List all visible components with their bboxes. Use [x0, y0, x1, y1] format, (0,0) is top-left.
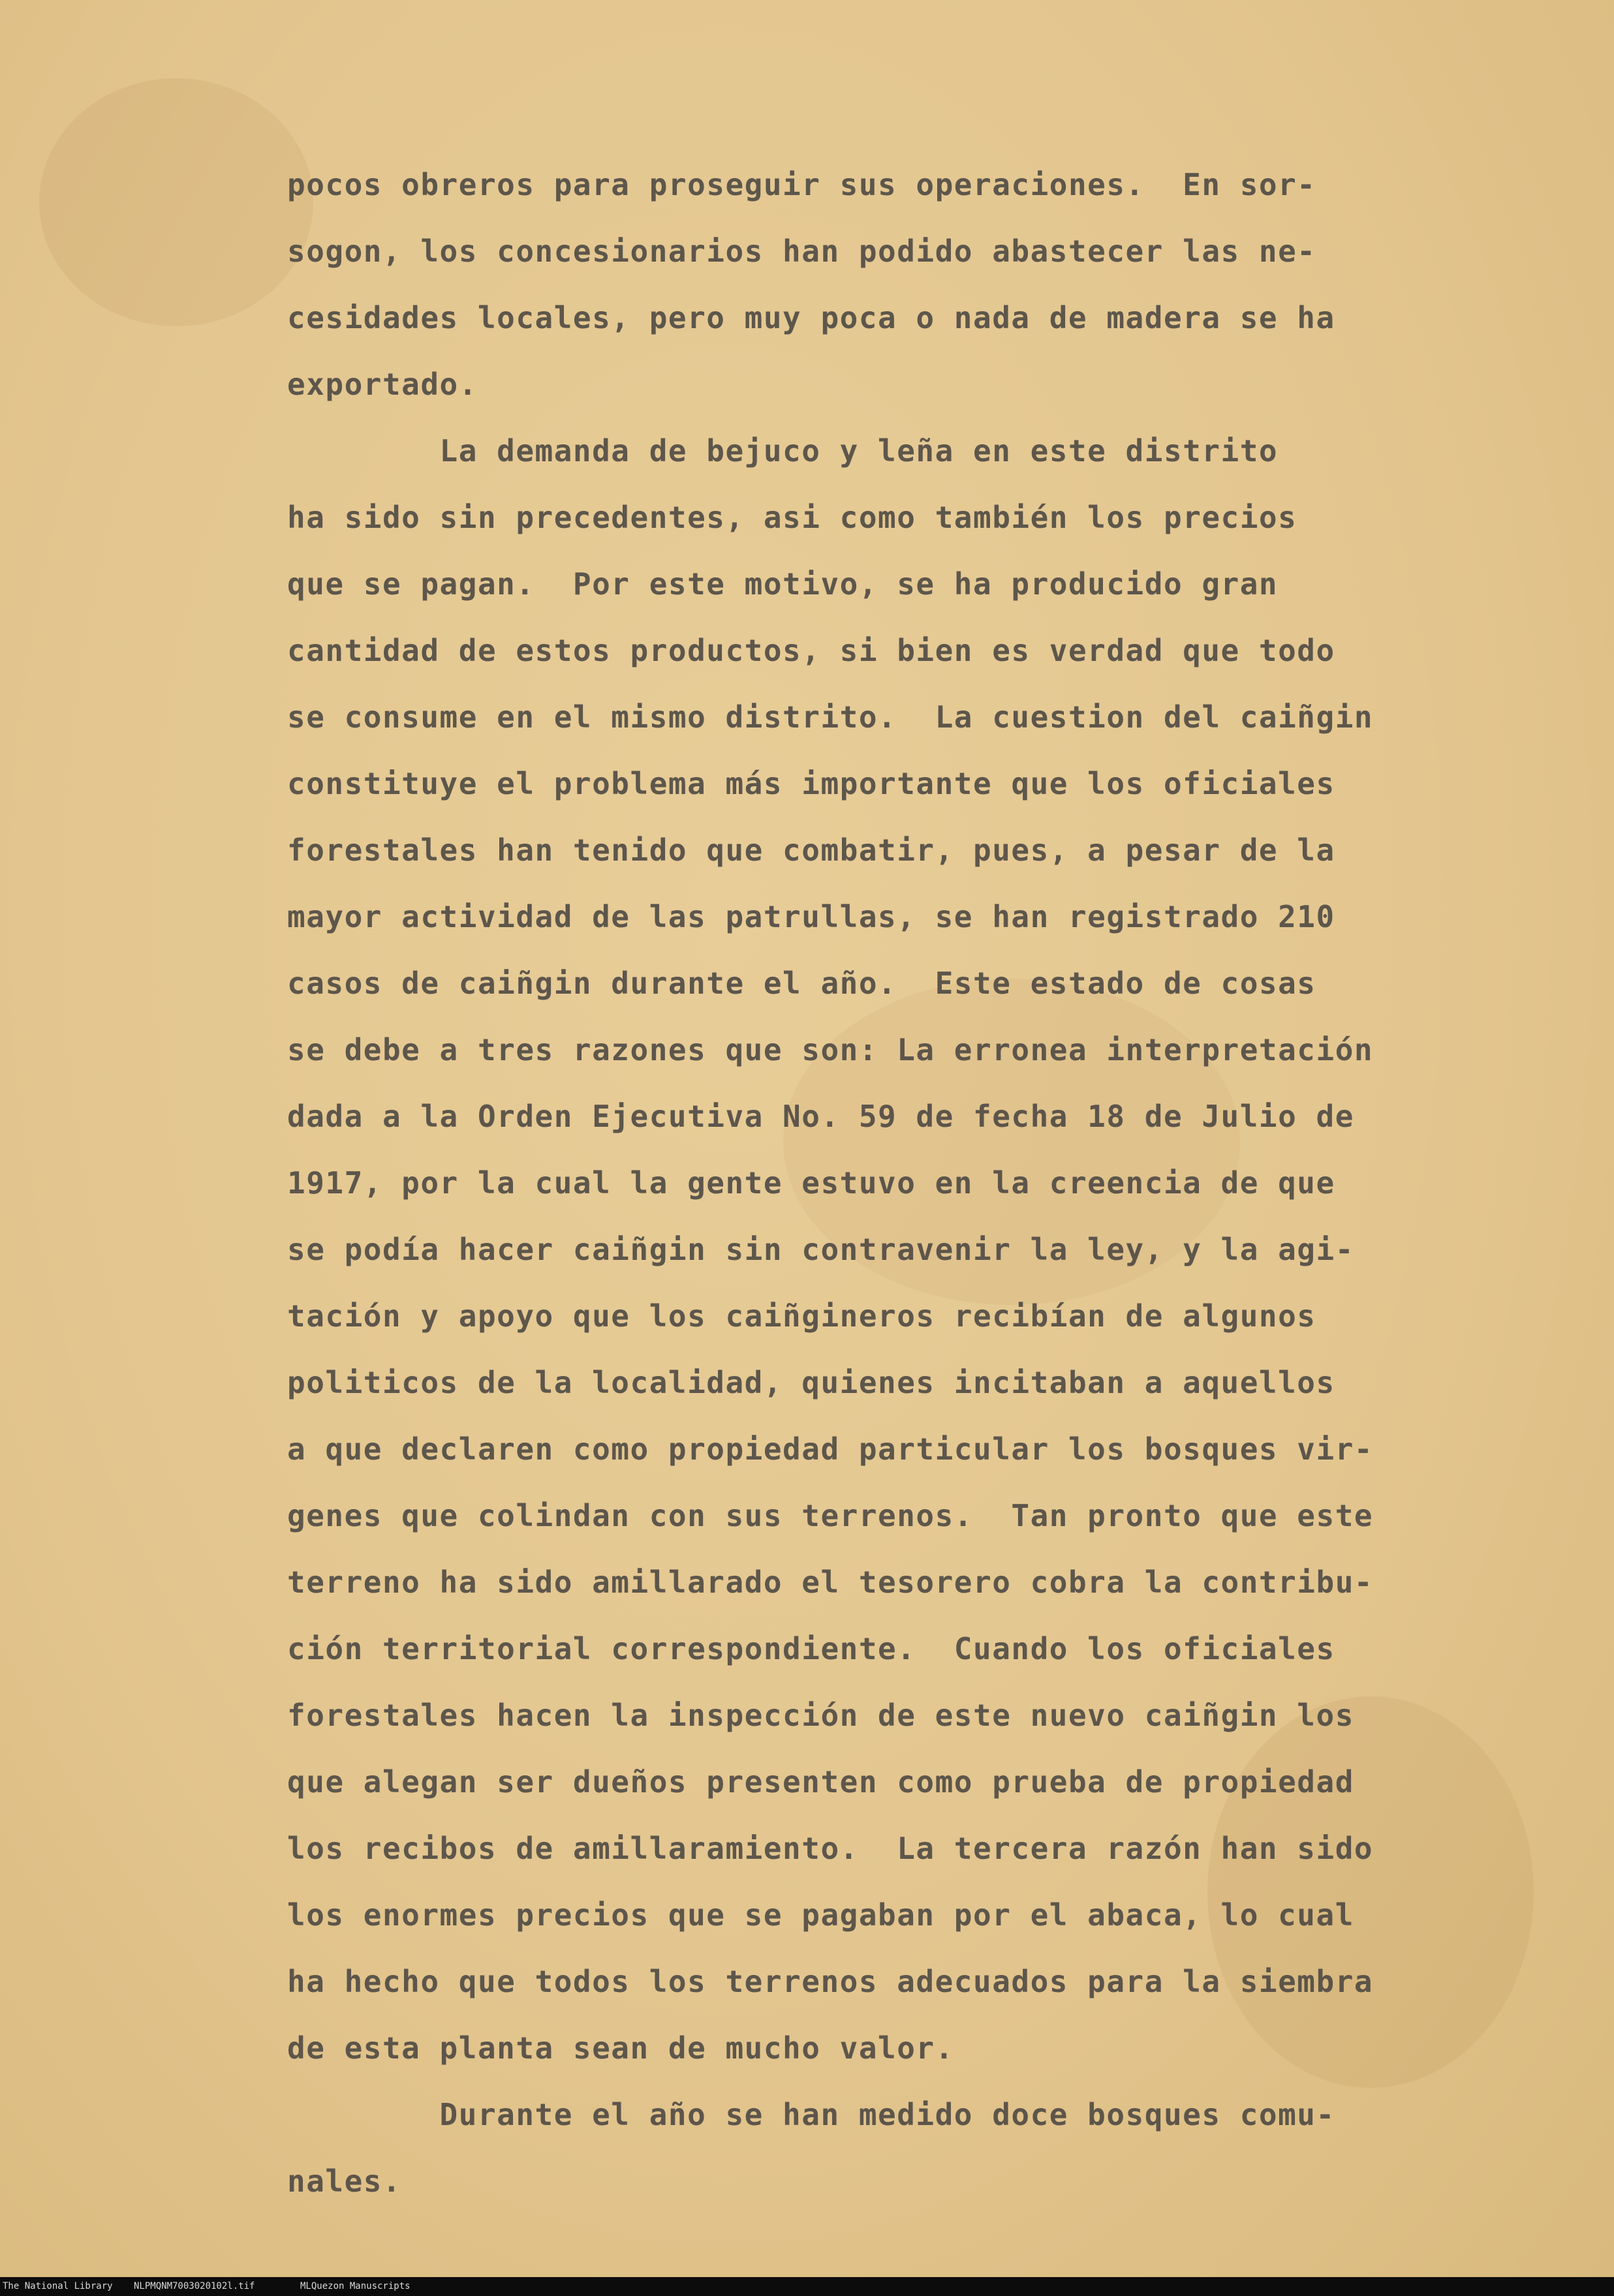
collection-label: MLQuezon Manuscripts — [300, 2281, 411, 2291]
text-line: dada a la Orden Ejecutiva No. 59 de fecha 18 de Julio de — [287, 1099, 1354, 1134]
text-line: tación y apoyo que los caiñgineros recibían de algunos — [287, 1298, 1316, 1334]
text-line: que alegan ser dueños presenten como prueba de propiedad — [287, 1764, 1354, 1799]
text-line: genes que colindan con sus terrenos. Tan pronto que este — [287, 1498, 1374, 1533]
text-line: se consume en el mismo distrito. La cuestion del caiñgin — [287, 699, 1374, 735]
file-name-label: NLPMQNM7003020102l.tif — [134, 2281, 255, 2291]
text-line: cesidades locales, pero muy poca o nada de madera se ha — [287, 300, 1335, 335]
text-line: los recibos de amillaramiento. La tercera razón han sido — [287, 1831, 1374, 1866]
text-line: politicos de la localidad, quienes incitaban a aquellos — [287, 1365, 1335, 1400]
text-line: casos de caiñgin durante el año. Este estado de cosas — [287, 966, 1316, 1001]
text-line: forestales hacen la inspección de este nuevo caiñgin los — [287, 1698, 1354, 1733]
text-line: a que declaren como propiedad particular los bosques vir- — [287, 1431, 1374, 1467]
text-line: de esta planta sean de mucho valor. — [287, 2030, 954, 2066]
text-line: terreno ha sido amillarado el tesorero cobra la contribu- — [287, 1565, 1374, 1600]
text-line: exportado. — [287, 367, 478, 402]
text-line: se debe a tres razones que son: La erronea interpretación — [287, 1032, 1374, 1067]
text-line: ha sido sin precedentes, asi como también los precios — [287, 500, 1297, 535]
text-line: nales. — [287, 2164, 402, 2199]
text-line: 1917, por la cual la gente estuvo en la creencia de que — [287, 1165, 1335, 1201]
library-label: The National Library — [3, 2281, 113, 2291]
paper-stain — [39, 78, 313, 326]
text-line: cantidad de estos productos, si bien es verdad que todo — [287, 633, 1335, 668]
text-line: Durante el año se han medido doce bosques comu- — [287, 2097, 1335, 2132]
text-line: constituye el problema más importante que los oficiales — [287, 766, 1335, 801]
text-line: forestales han tenido que combatir, pues, a pesar de la — [287, 833, 1335, 868]
text-line: ha hecho que todos los terrenos adecuados para la siembra — [287, 1964, 1374, 1999]
scan-footer-bar — [0, 2277, 1614, 2296]
text-line: mayor actividad de las patrullas, se han registrado 210 — [287, 899, 1335, 934]
text-line: pocos obreros para proseguir sus operaciones. En sor- — [287, 167, 1316, 202]
text-line: que se pagan. Por este motivo, se ha producido gran — [287, 566, 1279, 602]
text-line: se podía hacer caiñgin sin contravenir la ley, y la agi- — [287, 1232, 1354, 1267]
text-line: los enormes precios que se pagaban por el abaca, lo cual — [287, 1897, 1354, 1933]
typed-text-block — [287, 151, 1462, 2214]
text-line: La demanda de bejuco y leña en este distrito — [287, 433, 1279, 468]
text-line: sogon, los concesionarios han podido abastecer las ne- — [287, 234, 1316, 269]
text-line: ción territorial correspondiente. Cuando los oficiales — [287, 1631, 1335, 1666]
